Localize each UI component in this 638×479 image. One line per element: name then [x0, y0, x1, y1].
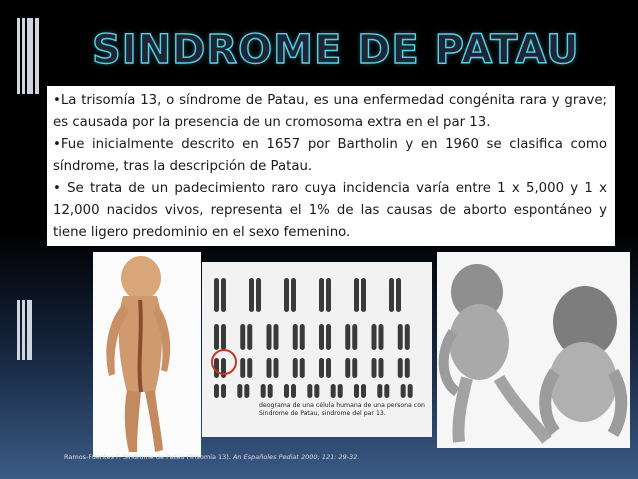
- content-text-box: [47, 86, 615, 246]
- decorative-bars-top: [17, 18, 41, 94]
- reference-journal: An Españoles Pediat 2000; 121: 29-32.: [232, 453, 360, 461]
- infant-photo-left: [93, 252, 201, 457]
- bullet-3: • Se trata de un padecimiento raro cuya incidencia varía entre 1 x 5,000 y 1 x 12,000 nacidos vivos, representa el 1% de las causas de aborto espontáneo y tiene ligero predominio en el sexo femenino.: [53, 181, 607, 240]
- infant-photo-right: [437, 252, 630, 448]
- bullet-1: •La trisomía 13, o síndrome de Patau, es una enfermedad congénita rara y grave; es causada por la presencia de un cromosoma extra en el par 13.: [53, 93, 607, 130]
- decorative-bars-middle: [17, 300, 41, 360]
- reference-citation: [64, 451, 464, 463]
- karyotype-caption: deograma de una célula humana de una persona con Sindrome de Patau, sindrome del par 13.: [259, 402, 425, 417]
- reference-prefix: Ramos-Fuentes F. Síndrome de Patau (Trisomía 13).: [64, 453, 231, 461]
- slide-title: SINDROME DE PATAU: [92, 27, 580, 73]
- bullet-2: •Fue inicialmente descrito en 1657 por Bartholin y en 1960 se clasifica como síndrome, tras la descripción de Patau.: [53, 137, 607, 174]
